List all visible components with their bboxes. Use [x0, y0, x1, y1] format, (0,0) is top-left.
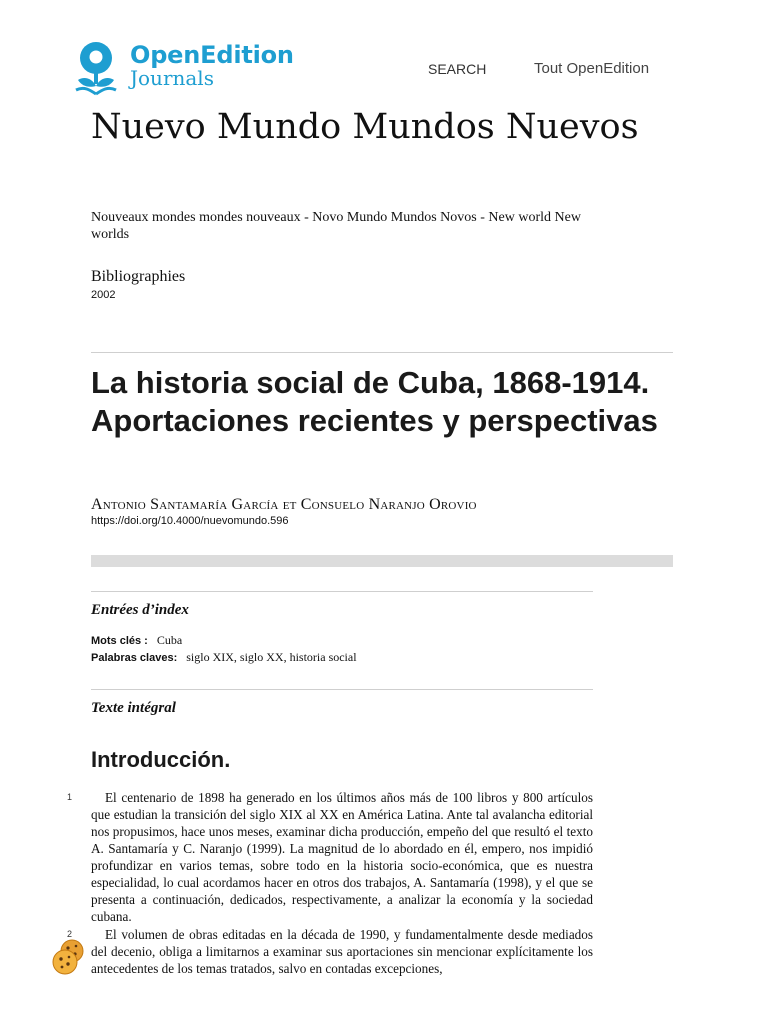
paragraph-number[interactable]: 1 — [67, 792, 73, 802]
section-heading: Introducción. — [91, 747, 231, 772]
toolbar-bar — [91, 555, 673, 567]
openedition-logo[interactable] — [74, 40, 294, 96]
article-authors[interactable]: Antonio Santamaría García et Consuelo Naranjo Orovio — [91, 496, 477, 513]
index-row-mots-cles — [91, 633, 182, 648]
paragraph: El centenario de 1898 ha generado en los últimos años más de 100 libros y 800 artículos que estudian la transición del siglo XIX al XX en América Latina. Ante tal avalancha editorial nos propusimos, hace unos meses, examinar dicha producción, empeño del que resultó el texto A. Santamaría y C. Naranjo (1999). La magnitud de lo abordado en él, empero, nos impidió profundizar en varios temas, sobre todo en la historia socio-económica, que es nuestra especialidad, lo cual acordamos hacer en otros dos trabajos, A. Santamaría (1998), y el que se presenta a continuación, dedicados, respectivamente, a analizar la economía y la sociedad cubana. — [91, 790, 593, 924]
logo-brand-text: OpenEdition — [130, 41, 294, 69]
index-row-palabras — [91, 650, 357, 665]
section-label[interactable]: Bibliographies — [91, 268, 186, 285]
cookie-icon[interactable] — [50, 936, 90, 976]
article-title: La historia social de Cuba, 1868-1914. Aportaciones recientes y perspectivas — [91, 365, 658, 438]
journal-title[interactable]: Nuevo Mundo Mundos Nuevos — [91, 107, 639, 147]
divider — [91, 689, 593, 690]
journal-subtitle: Nouveaux mondes mondes nouveaux - Novo Mundo Mundos Novos - New world New worlds — [91, 210, 581, 242]
full-text-heading: Texte intégral — [91, 700, 176, 716]
index-heading: Entrées d’index — [91, 602, 189, 618]
index-label: Mots clés : — [91, 635, 148, 647]
article-doi[interactable]: https://doi.org/10.4000/nuevomundo.596 — [91, 515, 289, 527]
openedition-logo-icon — [74, 40, 124, 96]
section-year: 2002 — [91, 289, 116, 301]
index-label: Palabras claves: — [91, 652, 178, 664]
logo-subbrand-text: Journals — [130, 66, 214, 90]
nav-all-openedition-link[interactable]: Tout OpenEdition — [534, 60, 650, 77]
paragraph: El volumen de obras editadas en la década de 1990, y fundamentalmente desde mediados del decenio, obliga a limitarnos a examinar sus aportaciones sin mencionar explícitamente los antecedentes de los temas tratados, salvo en contadas excepciones, — [91, 927, 593, 976]
nav-search-link[interactable]: SEARCH — [428, 61, 487, 77]
paragraph-number[interactable]: 2 — [67, 929, 73, 939]
index-keyword-cuba[interactable]: Cuba — [156, 633, 183, 647]
index-keywords-palabras[interactable]: siglo XIX, siglo XX, historia social — [186, 650, 357, 664]
divider — [91, 352, 673, 353]
divider — [91, 591, 593, 592]
site-header — [0, 0, 768, 110]
